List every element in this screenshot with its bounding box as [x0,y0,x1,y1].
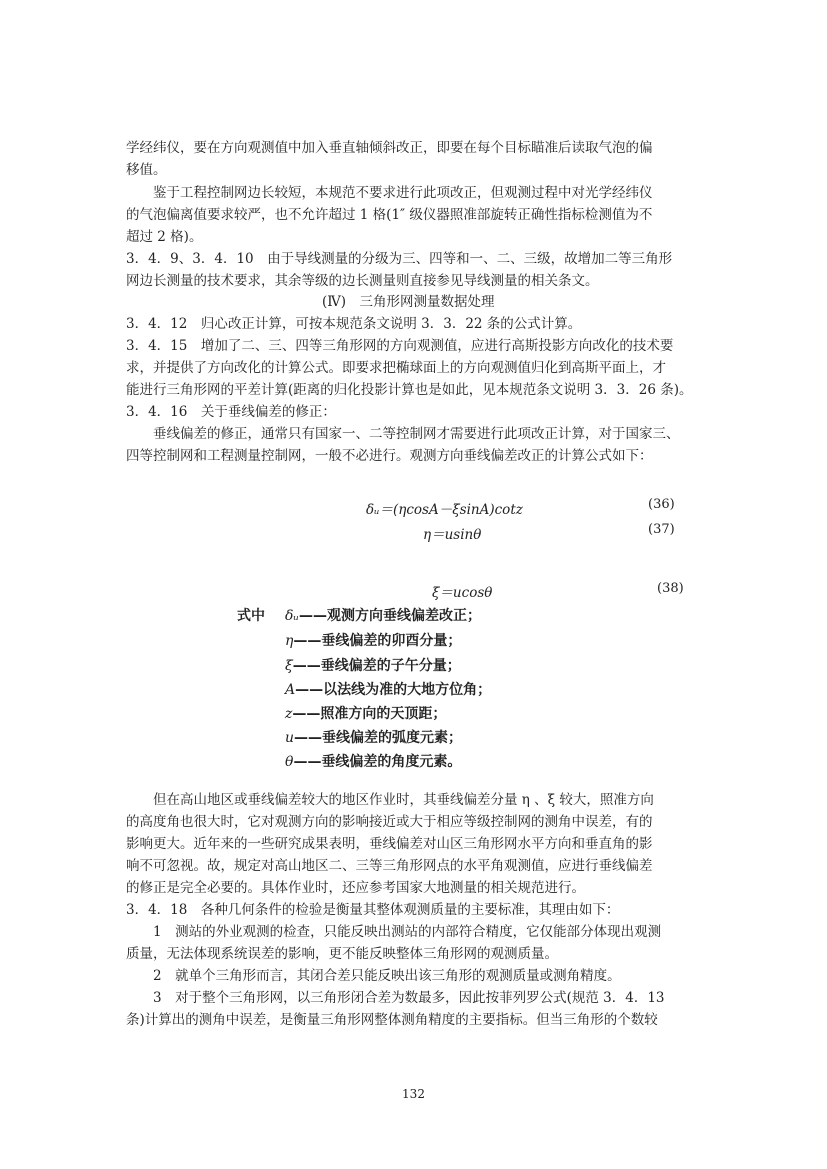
text-line: 但在高山地区或垂线偏差较大的地区作业时，其垂线偏差分量 η 、ξ 较大，照准方向 [126,792,654,808]
description: ——垂线偏差的卯酉分量； [293,633,462,649]
where-item [285,655,461,675]
formula-37: η＝usinθ [423,527,482,543]
text-line: 垂线偏差的修正，通常只有国家一、二等控制网才需要进行此项改正计算，对于国家三、 [126,426,680,442]
formula-38: ξ＝ucosθ [432,585,493,601]
text-line: 影响更大。近年来的一些研究成果表明，垂线偏差对山区三角形网水平方向和垂直角的影 [126,836,653,852]
text-line: 3．4．9、3．4．10 由于导线测量的分级为三、四等和一、二、三级，故增加二等三角形 [126,251,673,267]
text-line: 能进行三角形网的平差计算(距离的归化投影计算也是如此，见本规范条文说明 3．3．26 条)。 [126,382,693,398]
text-line: 求，并提供了方向改化的计算公式。即要求把椭球面上的方向观测值归化到高斯平面上，才 [126,360,666,376]
where-item [285,703,446,723]
text-line: 鉴于工程控制网边长较短，本规范不要求进行此项改正，但观测过程中对光学经纬仪 [126,185,653,201]
text-line: 超过 2 格)。 [126,229,203,245]
text-line: 的修正是完全必要的。具体作业时，还应参考国家大地测量的相关规范进行。 [126,880,585,896]
where-item [285,630,461,650]
where-label: 式中 [237,608,265,624]
formula-36: δᵤ＝(ηcosA－ξsinA)cotz [366,502,523,518]
description: ——垂线偏差的角度元素。 [293,754,462,770]
symbol: η [285,633,294,649]
text-line: 3．4．16 关于垂线偏差的修正： [126,404,336,420]
where-item [285,679,491,699]
symbol: A [285,682,296,698]
text-line: 网边长测量的技术要求，其余等级的边长测量则直接参见导线测量的相关条文。 [126,273,599,289]
description: ——照准方向的天顶距； [292,706,447,722]
where-item [285,727,462,747]
text-line: 学经纬仪，要在方向观测值中加入垂直轴倾斜改正，即要在每个目标瞄准后读取气泡的偏 [126,140,653,156]
text-line: 的气泡偏离值要求较严，也不允许超过 1 格(1″ 级仪器照准部旋转正确性指标检测值为不 [126,207,653,223]
text-line: 质量，无法体现系统误差的影响，更不能反映整体三角形网的观测质量。 [126,946,558,962]
text-line: 3 对于整个三角形网，以三角形闭合差为数最多，因此按菲列罗公式(规范 3．4．13 [126,990,665,1006]
text-line: 四等控制网和工程测量控制网，一般不必进行。观测方向垂线偏差改正的计算公式如下： [126,448,653,464]
text-line: 3．4．18 各种几何条件的检验是衡量其整体观测质量的主要标准，其理由如下： [126,902,620,918]
description: ——垂线偏差的子午分量； [292,658,461,674]
page-number: 132 [402,1087,425,1101]
text-line: 3．4．15 增加了二、三、四等三角形网的方向观测值，应进行高斯投影方向改化的技术要 [126,338,674,354]
description: ——垂线偏差的弧度元素； [294,730,463,746]
symbol: ξ [285,658,293,674]
formula-number-36: (36) [648,497,675,512]
where-item [285,605,481,625]
where-item [285,751,461,771]
description: ——观测方向垂线偏差改正； [299,608,482,624]
symbol: δᵤ [285,608,300,624]
text-line: 移值。 [126,162,167,178]
symbol: z [285,706,293,722]
formula-number-37: (37) [648,522,675,537]
text-line: 条)计算出的测角中误差，是衡量三角形网整体测角精度的主要指标。但当三角形的个数较 [126,1012,658,1028]
text-line: 响不可忽视。故，规定对高山地区二、三等三角形网点的水平角观测值，应进行垂线偏差 [126,858,653,874]
symbol: θ [285,754,294,770]
text-line: 1 测站的外业观测的检查，只能反映出测站的内部符合精度，它仅能部分体现出观测 [126,924,662,940]
text-line: 的高度角也很大时，它对观测方向的影响接近或大于相应等级控制网的测角中误差，有的 [126,814,653,830]
formula-number-38: (38) [657,581,684,596]
section-heading: (Ⅳ) 三角形网测量数据处理 [322,294,495,310]
symbol: u [285,730,295,746]
text-line: 3．4．12 归心改正计算，可按本规范条文说明 3．3．22 条的公式计算。 [126,316,582,332]
text-line: 2 就单个三角形而言，其闭合差只能反映出该三角形的观测质量或测角精度。 [126,968,621,984]
description: ——以法线为准的大地方位角； [295,682,492,698]
